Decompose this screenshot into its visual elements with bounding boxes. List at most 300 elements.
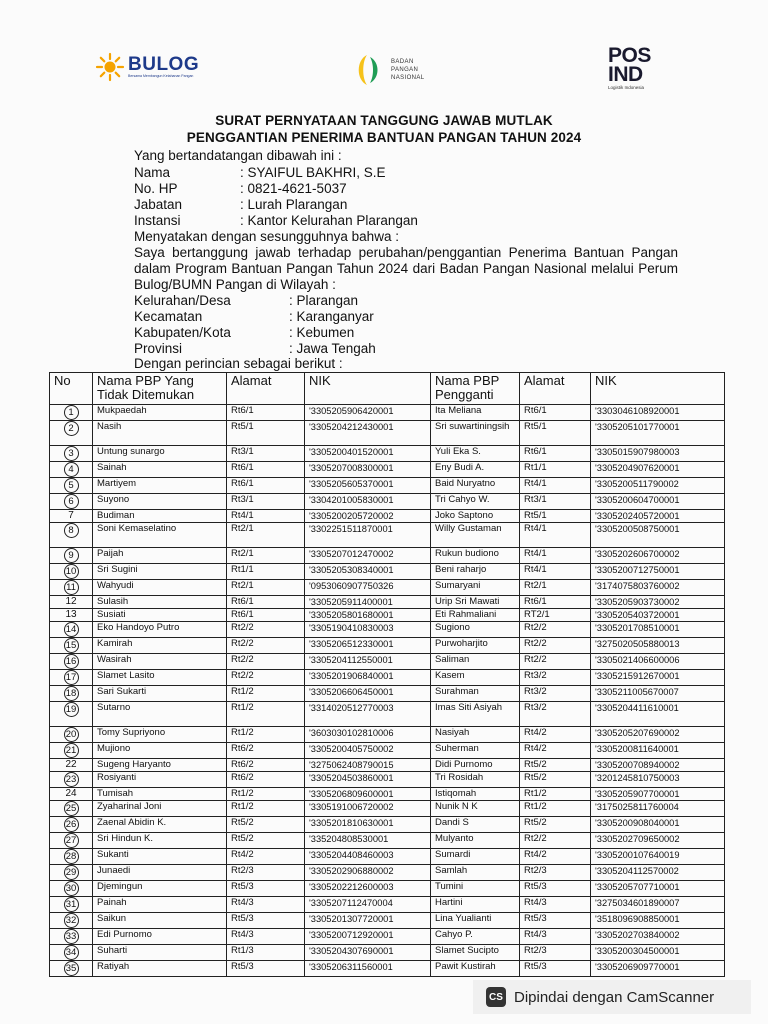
replacement-nik-cell: '3174075803760002 (591, 580, 725, 596)
row-number (50, 638, 93, 654)
bpn-logo (353, 52, 425, 88)
circled-number: 28 (64, 849, 79, 864)
nik-cell: '335204808530001 (305, 833, 431, 849)
missing-name-cell: Martiyem (93, 478, 227, 494)
replacement-name-cell: Joko Saptono (431, 510, 520, 523)
missing-name-cell: Budiman (93, 510, 227, 523)
circled-number: 5 (64, 478, 79, 493)
table-row (50, 494, 725, 510)
replacement-name-cell: Slamet Sucipto (431, 945, 520, 961)
table-row (50, 654, 725, 670)
nik-cell: '3305205308340001 (305, 564, 431, 580)
row-number (50, 772, 93, 788)
missing-name-cell: Ratiyah (93, 961, 227, 977)
replacement-name-cell: Urip Sri Mawati (431, 596, 520, 609)
camscanner-text: Dipindai dengan CamScanner (514, 988, 715, 1006)
missing-name-cell: Sainah (93, 462, 227, 478)
col-header-missing-name: Nama PBP Yang Tidak Ditemukan (93, 373, 227, 405)
replacement-name-cell: Mulyanto (431, 833, 520, 849)
replacement-name-cell: Beni raharjo (431, 564, 520, 580)
address-cell: Rt6/2 (227, 759, 305, 772)
replacement-nik-cell: '3518096908850001 (591, 913, 725, 929)
replacement-nik-cell: '3305201708510001 (591, 622, 725, 638)
missing-name-cell: Slamet Lasito (93, 670, 227, 686)
replacement-name-cell: Lina Yualianti (431, 913, 520, 929)
missing-name-cell: Susiati (93, 609, 227, 622)
address-cell: Rt1/1 (227, 564, 305, 580)
row-number (50, 849, 93, 865)
row-number (50, 405, 93, 421)
missing-name-cell: Sutarno (93, 702, 227, 727)
intro-text: Yang bertandatangan dibawah ini : (134, 148, 342, 163)
nik-cell: '3305206311560001 (305, 961, 431, 977)
pos-line2: IND (608, 63, 643, 86)
statement-intro: Menyatakan dengan sesungguhnya bahwa : (134, 229, 399, 244)
replacement-nik-cell: '3305200712750001 (591, 564, 725, 580)
replacement-nik-cell: '3303046108920001 (591, 405, 725, 421)
nik-cell: '3305204112550001 (305, 654, 431, 670)
missing-name-cell: Wasirah (93, 654, 227, 670)
address-cell: Rt1/2 (227, 801, 305, 817)
nik-cell: '3305201307720001 (305, 913, 431, 929)
replacement-address-cell: Rt2/2 (520, 654, 591, 670)
replacement-address-cell: Rt2/2 (520, 622, 591, 638)
table-row (50, 510, 725, 523)
address-cell: Rt4/3 (227, 897, 305, 913)
replacement-nik-cell: '3305211005670007 (591, 686, 725, 702)
replacement-name-cell: Sugiono (431, 622, 520, 638)
replacement-nik-cell: '3275020505880013 (591, 638, 725, 654)
document-title-line2: PENGGANTIAN PENERIMA BANTUAN PANGAN TAHUN 2024 (186, 130, 582, 145)
address-cell: Rt5/3 (227, 961, 305, 977)
table-row (50, 833, 725, 849)
replacement-nik-cell: '3305205907700001 (591, 788, 725, 801)
nik-cell: '3603030102810006 (305, 727, 431, 743)
missing-name-cell: Edi Purnomo (93, 929, 227, 945)
row-number (50, 702, 93, 727)
address-cell: Rt2/2 (227, 654, 305, 670)
replacement-address-cell: Rt4/2 (520, 849, 591, 865)
table-row (50, 817, 725, 833)
bulog-name: BULOG (128, 54, 200, 75)
row-number: 13 (50, 609, 93, 622)
address-cell: Rt6/1 (227, 405, 305, 421)
missing-name-cell: Sri Sugini (93, 564, 227, 580)
nik-cell: '3305204212430001 (305, 421, 431, 446)
circled-number: 18 (64, 686, 79, 701)
region-value: : Plarangan (289, 293, 359, 308)
table-row (50, 945, 725, 961)
replacement-address-cell: Rt6/1 (520, 446, 591, 462)
replacement-nik-cell: '3305200604700001 (591, 494, 725, 510)
address-cell: Rt6/1 (227, 596, 305, 609)
nik-cell: '3305205906420001 (305, 405, 431, 421)
replacement-name-cell: Rukun budiono (431, 548, 520, 564)
pos-indonesia-logo (608, 46, 672, 90)
nik-cell: '3305207112470004 (305, 897, 431, 913)
replacement-name-cell: Tri Cahyo W. (431, 494, 520, 510)
circled-number: 19 (64, 702, 79, 717)
missing-name-cell: Sulasih (93, 596, 227, 609)
row-number (50, 929, 93, 945)
pos-line1: POS (608, 44, 651, 67)
region-label: Kecamatan (134, 309, 203, 324)
signer-value: : 0821-4621-5037 (240, 181, 347, 196)
replacement-nik-cell: '3305200511790002 (591, 478, 725, 494)
signer-label: Nama (134, 165, 171, 180)
replacement-name-cell: Sri suwartiningsih (431, 421, 520, 446)
table-row (50, 686, 725, 702)
row-number: 7 (50, 510, 93, 523)
replacement-address-cell: Rt2/2 (520, 638, 591, 654)
replacement-address-cell: Rt1/1 (520, 462, 591, 478)
table-row (50, 865, 725, 881)
nik-cell: '3305204307690001 (305, 945, 431, 961)
circled-number: 11 (64, 580, 79, 595)
missing-name-cell: Kamirah (93, 638, 227, 654)
replacement-address-cell: Rt2/3 (520, 865, 591, 881)
replacement-name-cell: Pawit Kustirah (431, 961, 520, 977)
address-cell: Rt5/1 (227, 421, 305, 446)
nik-cell: '3305202906880002 (305, 865, 431, 881)
region-label: Kabupaten/Kota (134, 325, 231, 340)
nik-cell: '3305200205720002 (305, 510, 431, 523)
replacement-address-cell: Rt3/2 (520, 686, 591, 702)
replacement-name-cell: Ita Meliana (431, 405, 520, 421)
nik-cell: '3305207012470002 (305, 548, 431, 564)
address-cell: Rt4/1 (227, 510, 305, 523)
address-cell: Rt6/1 (227, 478, 305, 494)
row-number (50, 523, 93, 548)
camscanner-icon: CS (486, 987, 506, 1007)
replacement-name-cell: Tumini (431, 881, 520, 897)
nik-cell: '3305204408460003 (305, 849, 431, 865)
replacement-name-cell: Cahyo P. (431, 929, 520, 945)
replacement-nik-cell: '3305200811640001 (591, 743, 725, 759)
signer-value: : SYAIFUL BAKHRI, S.E (240, 165, 386, 180)
replacement-name-cell: Samlah (431, 865, 520, 881)
replacement-nik-cell: '3201245810750003 (591, 772, 725, 788)
replacement-name-cell: Imas Siti Asiyah (431, 702, 520, 727)
region-label: Kelurahan/Desa (134, 293, 231, 308)
replacement-address-cell: Rt2/1 (520, 580, 591, 596)
table-row (50, 727, 725, 743)
address-cell: Rt3/1 (227, 446, 305, 462)
detail-intro: Dengan perincian sebagai berikut : (134, 356, 343, 371)
replacement-nik-cell: '3305202606700002 (591, 548, 725, 564)
replacement-address-cell: Rt2/3 (520, 945, 591, 961)
circled-number: 3 (64, 446, 79, 461)
replacement-nik-cell: '3305200508750001 (591, 523, 725, 548)
replacement-address-cell: Rt5/1 (520, 421, 591, 446)
replacement-address-cell: Rt6/1 (520, 596, 591, 609)
address-cell: Rt5/2 (227, 817, 305, 833)
row-number (50, 881, 93, 897)
row-number: 24 (50, 788, 93, 801)
replacement-nik-cell: '3305200908040001 (591, 817, 725, 833)
missing-name-cell: Sugeng Haryanto (93, 759, 227, 772)
missing-name-cell: Paijah (93, 548, 227, 564)
address-cell: Rt5/3 (227, 913, 305, 929)
table-row (50, 929, 725, 945)
table-row (50, 743, 725, 759)
replacement-address-cell: Rt3/2 (520, 702, 591, 727)
replacement-name-cell: Sumardi (431, 849, 520, 865)
replacement-nik-cell: '3305205903730002 (591, 596, 725, 609)
address-cell: Rt6/2 (227, 772, 305, 788)
replacement-nik-cell: '3305021406600006 (591, 654, 725, 670)
replacement-address-cell: Rt5/3 (520, 961, 591, 977)
nik-cell: '3305206512330001 (305, 638, 431, 654)
replacement-name-cell: Dandi S (431, 817, 520, 833)
nik-cell: '3305205605370001 (305, 478, 431, 494)
region-value: : Kebumen (289, 325, 355, 340)
row-number (50, 462, 93, 478)
replacement-name-cell: Eti Rahmaliani (431, 609, 520, 622)
replacement-nik-cell: '3305200304500001 (591, 945, 725, 961)
missing-name-cell: Sri Hindun K. (93, 833, 227, 849)
replacement-name-cell: Nasiyah (431, 727, 520, 743)
table-row (50, 670, 725, 686)
circled-number: 29 (64, 865, 79, 880)
circled-number: 21 (64, 743, 79, 758)
nik-cell: '3275062408790015 (305, 759, 431, 772)
row-number: 22 (50, 759, 93, 772)
missing-name-cell: Soni Kemaselatino (93, 523, 227, 548)
replacement-nik-cell: '3275034601890007 (591, 897, 725, 913)
replacement-table (49, 372, 725, 977)
circled-number: 10 (64, 564, 79, 579)
table-row (50, 446, 725, 462)
replacement-name-cell: Istiqomah (431, 788, 520, 801)
nik-cell: '3302251511870001 (305, 523, 431, 548)
replacement-nik-cell: '3305215912670001 (591, 670, 725, 686)
address-cell: Rt1/2 (227, 727, 305, 743)
pos-tagline: Logistik Indonesia (608, 85, 645, 90)
table-row (50, 788, 725, 801)
row-number (50, 478, 93, 494)
signer-label: No. HP (134, 181, 178, 196)
missing-name-cell: Suyono (93, 494, 227, 510)
circled-number: 2 (64, 421, 79, 436)
replacement-name-cell: Tri Rosidah (431, 772, 520, 788)
replacement-name-cell: Didi Purnomo (431, 759, 520, 772)
circled-number: 30 (64, 881, 79, 896)
missing-name-cell: Painah (93, 897, 227, 913)
bulog-tagline: Bersama Membangun Ketahanan Pangan (128, 74, 194, 78)
nik-cell: '3304201005830001 (305, 494, 431, 510)
replacement-nik-cell: '3305202703840002 (591, 929, 725, 945)
missing-name-cell: Sari Sukarti (93, 686, 227, 702)
document-title-line1: SURAT PERNYATAAN TANGGUNG JAWAB MUTLAK (215, 113, 553, 128)
sun-icon (95, 52, 125, 82)
circled-number: 6 (64, 494, 79, 509)
circled-number: 9 (64, 548, 79, 563)
circled-number: 26 (64, 817, 79, 832)
missing-name-cell: Nasih (93, 421, 227, 446)
row-number (50, 564, 93, 580)
missing-name-cell: Suharti (93, 945, 227, 961)
col-header-replacement-name: Nama PBP Pengganti (431, 373, 520, 405)
address-cell: Rt4/3 (227, 929, 305, 945)
nik-cell: '3305202212600003 (305, 881, 431, 897)
address-cell: Rt2/2 (227, 670, 305, 686)
replacement-address-cell: Rt1/2 (520, 788, 591, 801)
nik-cell: '3305200405750002 (305, 743, 431, 759)
statement-paragraph: Saya bertanggung jawab terhadap perubahan/penggantian Penerima Bantuan Pangan dalam Program Bantuan Pangan Tahun 2024 dari Badan Pangan Nasional melalui Perum Bulog/BUMN Pangan di Wilayah : (134, 245, 678, 292)
signer-label: Instansi (134, 213, 181, 228)
row-number: 12 (50, 596, 93, 609)
table-row (50, 478, 725, 494)
address-cell: Rt6/1 (227, 462, 305, 478)
table-row (50, 638, 725, 654)
circled-number: 17 (64, 670, 79, 685)
replacement-name-cell: Kasem (431, 670, 520, 686)
address-cell: Rt1/2 (227, 702, 305, 727)
replacement-address-cell: Rt5/3 (520, 881, 591, 897)
circled-number: 35 (64, 961, 79, 976)
address-cell: Rt6/2 (227, 743, 305, 759)
replacement-address-cell: Rt3/1 (520, 494, 591, 510)
row-number (50, 833, 93, 849)
table-row (50, 596, 725, 609)
nik-cell: '3305191006720002 (305, 801, 431, 817)
signer-label: Jabatan (134, 197, 183, 212)
row-number (50, 494, 93, 510)
missing-name-cell: Zaenal Abidin K. (93, 817, 227, 833)
replacement-address-cell: Rt5/2 (520, 817, 591, 833)
replacement-nik-cell: '3305202405720001 (591, 510, 725, 523)
row-number (50, 817, 93, 833)
bpn-leaf-icon (353, 52, 387, 88)
replacement-name-cell: Baid Nuryatno (431, 478, 520, 494)
table-row (50, 405, 725, 421)
table-row (50, 548, 725, 564)
replacement-nik-cell: '3305205101770001 (591, 421, 725, 446)
row-number (50, 961, 93, 977)
row-number (50, 580, 93, 596)
nik-cell: '3314020512770003 (305, 702, 431, 727)
replacement-address-cell: Rt4/1 (520, 523, 591, 548)
table-row (50, 702, 725, 727)
table-row (50, 523, 725, 548)
row-number (50, 865, 93, 881)
table-row (50, 564, 725, 580)
address-cell: Rt2/2 (227, 622, 305, 638)
row-number (50, 446, 93, 462)
replacement-address-cell: Rt5/1 (520, 510, 591, 523)
missing-name-cell: Tomy Supriyono (93, 727, 227, 743)
row-number (50, 743, 93, 759)
replacement-address-cell: Rt4/3 (520, 897, 591, 913)
nik-cell: '3305201810630001 (305, 817, 431, 833)
col-header-replacement-address: Alamat (520, 373, 591, 405)
address-cell: Rt1/2 (227, 788, 305, 801)
row-number (50, 622, 93, 638)
region-value: : Jawa Tengah (289, 341, 376, 356)
replacement-address-cell: Rt5/2 (520, 759, 591, 772)
replacement-name-cell: Willy Gustaman (431, 523, 520, 548)
replacement-name-cell: Saliman (431, 654, 520, 670)
col-header-replacement-nik: NIK (591, 373, 725, 405)
col-header-address: Alamat (227, 373, 305, 405)
replacement-address-cell: Rt5/2 (520, 772, 591, 788)
replacement-address-cell: Rt6/1 (520, 405, 591, 421)
bpn-line1: BADAN (391, 59, 414, 65)
circled-number: 14 (64, 622, 79, 637)
bulog-logo (95, 52, 199, 82)
row-number (50, 421, 93, 446)
missing-name-cell: Wahyudi (93, 580, 227, 596)
replacement-address-cell: Rt4/2 (520, 727, 591, 743)
replacement-nik-cell: '3175025811760004 (591, 801, 725, 817)
bpn-line2: PANGAN (391, 67, 419, 73)
address-cell: Rt2/3 (227, 865, 305, 881)
circled-number: 1 (64, 405, 79, 420)
replacement-nik-cell: '3305202709650002 (591, 833, 725, 849)
table-row (50, 913, 725, 929)
circled-number: 15 (64, 638, 79, 653)
address-cell: Rt2/2 (227, 638, 305, 654)
circled-number: 27 (64, 833, 79, 848)
circled-number: 16 (64, 654, 79, 669)
nik-cell: '3305205911400001 (305, 596, 431, 609)
replacement-name-cell: Purwoharjito (431, 638, 520, 654)
nik-cell: '3305200712920001 (305, 929, 431, 945)
missing-name-cell: Rosiyanti (93, 772, 227, 788)
nik-cell: '3305206606450001 (305, 686, 431, 702)
replacement-nik-cell: '3305204907620001 (591, 462, 725, 478)
col-header-no: No (50, 373, 93, 405)
replacement-nik-cell: '3305205707710001 (591, 881, 725, 897)
missing-name-cell: Sukanti (93, 849, 227, 865)
address-cell: Rt1/2 (227, 686, 305, 702)
signer-value: : Kantor Kelurahan Plarangan (240, 213, 418, 228)
table-row (50, 622, 725, 638)
table-header-row (50, 373, 725, 405)
replacement-nik-cell: '3305205403720001 (591, 609, 725, 622)
table-body (50, 405, 725, 977)
replacement-nik-cell: '3305204411610001 (591, 702, 725, 727)
missing-name-cell: Mukpaedah (93, 405, 227, 421)
row-number (50, 654, 93, 670)
circled-number: 25 (64, 801, 79, 816)
missing-name-cell: Mujiono (93, 743, 227, 759)
row-number (50, 897, 93, 913)
nik-cell: '3305190410830003 (305, 622, 431, 638)
table-row (50, 881, 725, 897)
replacement-address-cell: Rt4/1 (520, 548, 591, 564)
nik-cell: '3305206809600001 (305, 788, 431, 801)
replacement-address-cell: Rt3/2 (520, 670, 591, 686)
row-number (50, 670, 93, 686)
replacement-nik-cell: '3305200708940002 (591, 759, 725, 772)
replacement-name-cell: Hartini (431, 897, 520, 913)
address-cell: Rt4/2 (227, 849, 305, 865)
table-row (50, 801, 725, 817)
circled-number: 23 (64, 772, 79, 787)
missing-name-cell: Saikun (93, 913, 227, 929)
circled-number: 8 (64, 523, 79, 538)
replacement-name-cell: Eny Budi A. (431, 462, 520, 478)
table-row (50, 580, 725, 596)
replacement-name-cell: Sumaryani (431, 580, 520, 596)
table-row (50, 609, 725, 622)
address-cell: Rt5/3 (227, 881, 305, 897)
row-number (50, 548, 93, 564)
address-cell: Rt2/1 (227, 523, 305, 548)
replacement-name-cell: Suherman (431, 743, 520, 759)
